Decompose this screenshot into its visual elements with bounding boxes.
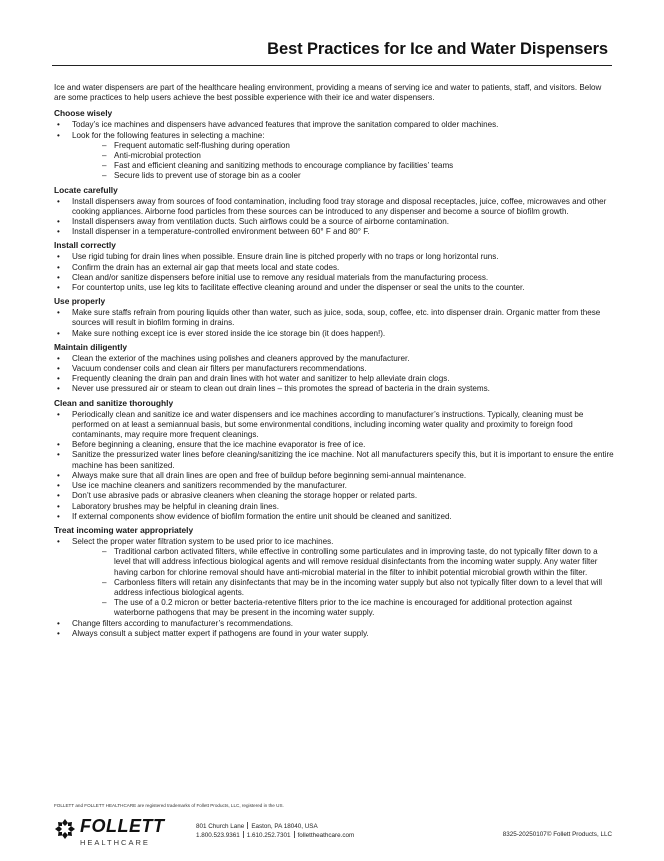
section	[54, 296, 614, 339]
title-divider	[52, 65, 612, 66]
bullet-text: Use rigid tubing for drain lines when possible. Ensure drain line is pitched properly with no traps or long horizontal runs.	[72, 252, 499, 262]
section	[54, 398, 614, 522]
bullet-list	[54, 252, 614, 293]
section	[54, 525, 614, 639]
bullet-item	[54, 450, 614, 470]
contact-line	[196, 831, 354, 840]
bullet-item	[54, 619, 614, 629]
bullet-text: Laboratory brushes may be helpful in cleaning drain lines.	[72, 501, 279, 511]
sub-item: – The use of a 0.2 micron or better bacteria-retentive filters prior to the ice machine is encouraged for additional protection against waterborne pathogens that may be present in the incoming water supply.	[102, 598, 614, 618]
bullet-text: Make sure staffs refrain from pouring liquids other than water, such as juice, soda, soup, coffee, etc. into dispenser drain. Organic matter from these sources will result in biofilm forming in drains.	[72, 308, 601, 328]
bullet-list	[54, 197, 614, 238]
address-city: Easton, PA 18040, USA	[251, 823, 318, 830]
bullet-item	[54, 273, 614, 283]
contact-block	[196, 822, 354, 840]
section-heading: Locate carefully	[54, 184, 118, 195]
sub-item: – Carbonless filters will retain any disinfectants that may be in the incoming water supply but also not typically filter down to a level that will address infectious biological agents.	[102, 578, 614, 598]
bullet-item	[54, 471, 614, 481]
bullet-item	[54, 410, 614, 441]
bullet-text: Install dispenser in a temperature-controlled environment between 60° F and 80° F.	[72, 227, 370, 237]
bullet-text: Look for the following features in selecting a machine:	[72, 130, 265, 140]
bullet-list	[54, 120, 614, 181]
sub-item: – Traditional carbon activated filters, while effective in controlling some particulates and in improving taste, do not typically filter down to a level that will address infectious biological agents and will remove residual disinfectants from the incoming water supply. Any water filter having carbon for chlorine removal should have anti-microbial material in the filter to inhibit potential microbial growth within the filter.	[102, 547, 614, 578]
bullet-text: Today’s ice machines and dispensers have advanced features that improve the sanitation compared to older machines.	[72, 120, 499, 130]
address-street: 801 Church Lane	[196, 823, 245, 830]
sub-item: – Frequent automatic self-flushing during operation	[102, 141, 614, 151]
bullet-text: Before beginning a cleaning, ensure that the ice machine evaporator is free of ice.	[72, 440, 366, 450]
bullet-item	[54, 537, 614, 619]
bullet-list	[54, 537, 614, 639]
bullet-item	[54, 131, 614, 182]
page-title: Best Practices for Ice and Water Dispensers	[267, 40, 608, 58]
bullet-text: Confirm the drain has an external air gap that meets local and state codes.	[72, 262, 340, 272]
bullet-item	[54, 629, 614, 639]
sub-list	[72, 547, 614, 618]
section-heading: Use properly	[54, 296, 106, 307]
bullet-item	[54, 512, 614, 522]
bullet-text: Never use pressured air or steam to clean out drain lines – this promotes the spread of bacteria in the drain systems.	[72, 384, 490, 394]
follett-logo	[54, 816, 184, 852]
bullet-text: Make sure nothing except ice is ever stored inside the ice storage bin (it does happen!).	[72, 328, 386, 338]
bullet-item	[54, 197, 614, 217]
sub-item: – Secure lids to prevent use of storage bin as a cooler	[102, 171, 614, 181]
section-heading: Choose wisely	[54, 108, 113, 119]
separator	[243, 831, 244, 838]
trademark-notice: FOLLETT and FOLLETT HEALTHCARE are registered trademarks of Follett Products, LLC, registered in the US.	[54, 803, 284, 808]
bullet-text: Install dispensers away from ventilation ducts. Such airflows could be a source of airborne contamination.	[72, 217, 450, 227]
bullet-text: For countertop units, use leg kits to facilitate effective cleaning around and under the dispenser or seal the units to the counter.	[72, 283, 525, 293]
sub-item: – Fast and efficient cleaning and sanitizing methods to encourage compliance by facilities’ teams	[102, 161, 614, 171]
bullet-text: Frequently cleaning the drain pan and drain lines with hot water and sanitizer to help alleviate drain clogs.	[72, 374, 450, 384]
bullet-text: Vacuum condenser coils and clean air filters per manufacturers recommendations.	[72, 364, 367, 374]
logo-wordmark: FOLLETT	[80, 816, 165, 836]
bullet-item	[54, 252, 614, 262]
sub-list	[72, 141, 614, 182]
website-link[interactable]: follettheathcare.com	[297, 832, 355, 839]
bullet-item	[54, 384, 614, 394]
footer	[54, 814, 612, 854]
bullet-item	[54, 364, 614, 374]
bullet-list	[54, 308, 614, 339]
bullet-text: Clean the exterior of the machines using polishes and cleaners approved by the manufacturer.	[72, 353, 410, 363]
follett-mark-icon	[54, 818, 76, 840]
bullet-text: Install dispensers away from sources of food contamination, including food tray storage and disposal receptacles, juice, coffee, microwaves and other cooking appliances. Airborne food particles from these sources can be introduced to any dispenser and become a source of biofilm growth.	[72, 196, 607, 216]
bullet-text: Select the proper water filtration system to be used prior to ice machines.	[72, 536, 334, 546]
bullet-text: Change filters according to manufacturer’s recommendations.	[72, 618, 294, 628]
intro-paragraph: Ice and water dispensers are part of the healthcare healing environment, providing a means of serving ice and water to patients, staff, and visitors. Below are some practices to help users achieve the best possible experience with their ice and water dispensers.	[54, 83, 602, 103]
bullet-item	[54, 227, 614, 237]
bullet-text: Sanitize the pressurized water lines before cleaning/sanitizing the ice machine. Not all manufacturers specify this, but it is important to ensure the entire machine has been sanitized.	[72, 450, 614, 470]
bullet-text: Periodically clean and sanitize ice and water dispensers and ice machines according to manufacturer’s instructions. Typically, cleaning must be performed on at least a semiannual basis, but some environmental conditions, including incoming water quality and proximity to foreign food contaminants, may require more frequent cleanings.	[72, 409, 584, 440]
bullet-item	[54, 481, 614, 491]
bullet-item	[54, 374, 614, 384]
bullet-item	[54, 329, 614, 339]
sections-container	[54, 108, 614, 639]
section-heading: Install correctly	[54, 240, 116, 251]
document-body	[54, 83, 614, 642]
bullet-list	[54, 410, 614, 522]
bullet-item	[54, 283, 614, 293]
bullet-text: If external components show evidence of biofilm formation the entire unit should be cleaned and sanitized.	[72, 511, 452, 521]
bullet-item	[54, 263, 614, 273]
bullet-text: Clean and/or sanitize dispensers before initial use to remove any residual materials from the manufacturing process.	[72, 272, 489, 282]
document-id-block	[503, 831, 612, 838]
bullet-item	[54, 308, 614, 328]
bullet-text: Don’t use abrasive pads or abrasive cleaners when cleaning the storage hopper or related parts.	[72, 491, 418, 501]
bullet-item	[54, 491, 614, 501]
bullet-item	[54, 440, 614, 450]
separator	[294, 831, 295, 838]
sub-item: – Anti-microbial protection	[102, 151, 614, 161]
separator	[247, 822, 248, 829]
bullet-text: Always consult a subject matter expert if pathogens are found in your water supply.	[72, 628, 369, 638]
bullet-item	[54, 502, 614, 512]
section-heading: Treat incoming water appropriately	[54, 524, 194, 535]
section	[54, 185, 614, 238]
section	[54, 240, 614, 293]
section-heading: Maintain diligently	[54, 341, 128, 352]
bullet-list	[54, 354, 614, 395]
address-line	[196, 822, 354, 831]
bullet-item	[54, 217, 614, 227]
document-id: 8325-20250107	[502, 831, 547, 838]
copyright: © Follett Products, LLC	[546, 831, 612, 838]
phone-primary: 1.800.523.9361	[196, 832, 240, 839]
bullet-text: Always make sure that all drain lines are open and free of buildup before beginning semi-annual maintenance.	[72, 470, 467, 480]
phone-secondary: 1.610.252.7301	[246, 832, 291, 839]
section-heading: Clean and sanitize thoroughly	[54, 397, 174, 408]
bullet-text: Use ice machine cleaners and sanitizers recommended by the manufacturer.	[72, 481, 347, 491]
bullet-item	[54, 120, 614, 130]
logo-subtitle: HEALTHCARE	[80, 838, 150, 847]
bullet-item	[54, 354, 614, 364]
section	[54, 108, 614, 181]
section	[54, 342, 614, 395]
